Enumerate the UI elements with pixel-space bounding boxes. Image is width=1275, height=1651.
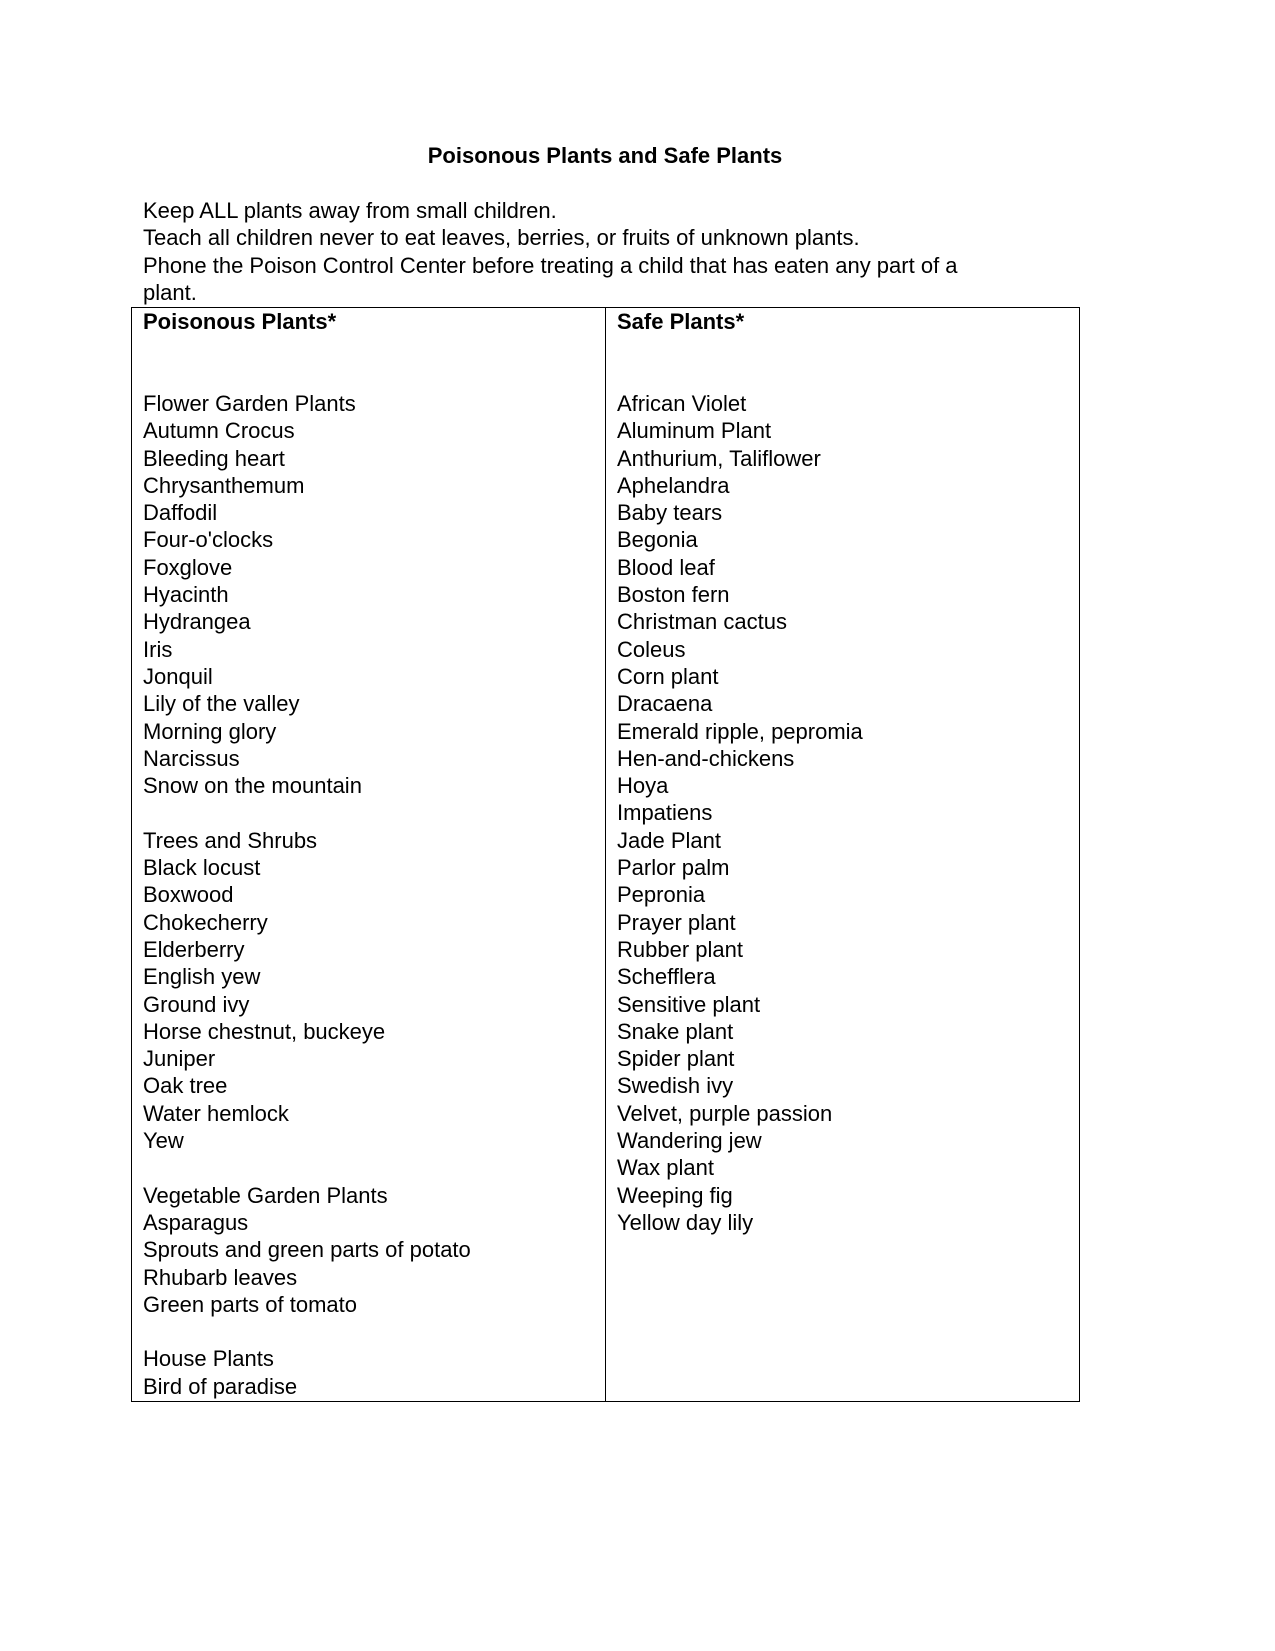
poisonous-plant-item: Snow on the mountain: [143, 773, 362, 799]
page-title: Poisonous Plants and Safe Plants: [427, 143, 783, 168]
safe-plant-item: Wandering jew: [617, 1128, 762, 1154]
safe-plant-item: Emerald ripple, pepromia: [617, 718, 863, 744]
poisonous-plant-item: Boxwood: [143, 882, 234, 908]
safe-plant-item: Velvet, purple passion: [617, 1100, 833, 1126]
poisonous-plant-item: Yew: [143, 1128, 184, 1154]
poisonous-plant-item: Asparagus: [143, 1209, 249, 1235]
poisonous-plant-item: Rhubarb leaves: [143, 1264, 298, 1290]
safe-plant-item: Rubber plant: [617, 936, 743, 962]
safe-plant-item: Jade Plant: [617, 827, 721, 853]
poisonous-plant-item: Jonquil: [143, 663, 213, 689]
poisonous-plant-item: English yew: [143, 964, 261, 990]
safe-plants-header: Safe Plants*: [617, 309, 745, 334]
poisonous-plant-item: Green parts of tomato: [143, 1291, 357, 1317]
group-heading: Flower Garden Plants: [143, 391, 356, 416]
poisonous-plants-column: [132, 308, 606, 1401]
safe-plant-item: Corn plant: [617, 663, 719, 689]
poisonous-plant-item: Black locust: [143, 855, 261, 881]
safe-plant-item: Spider plant: [617, 1046, 735, 1072]
poisonous-plant-item: Lily of the valley: [143, 691, 300, 717]
intro-line: Teach all children never to eat leaves, berries, or fruits of unknown plants.: [143, 225, 860, 251]
poisonous-plant-item: Chokecherry: [143, 909, 268, 935]
group-spacer: [143, 1318, 605, 1345]
poisonous-plant-item: Iris: [143, 636, 173, 662]
safe-plant-item: Coleus: [617, 636, 686, 662]
group-spacer: [143, 799, 605, 826]
safe-plant-item: Dracaena: [617, 691, 713, 717]
group-heading: House Plants: [143, 1346, 274, 1372]
safe-plant-item: Parlor palm: [617, 855, 730, 881]
poisonous-plant-item: Four-o'clocks: [143, 527, 274, 553]
safe-plant-item: Snake plant: [617, 1018, 734, 1044]
poisonous-plant-item: Elderberry: [143, 936, 245, 962]
poisonous-plant-item: Hydrangea: [143, 609, 251, 635]
safe-plant-item: Sensitive plant: [617, 991, 761, 1017]
poisonous-plant-item: Ground ivy: [143, 991, 250, 1017]
group-heading: Vegetable Garden Plants: [143, 1182, 388, 1208]
safe-plant-item: Swedish ivy: [617, 1073, 734, 1099]
poisonous-plant-item: Chrysanthemum: [143, 472, 305, 498]
safe-plant-item: Christman cactus: [617, 609, 787, 635]
safe-plant-item: Impatiens: [617, 800, 713, 826]
poisonous-plant-item: Horse chestnut, buckeye: [143, 1018, 386, 1044]
safe-plant-item: Baby tears: [617, 500, 723, 526]
poisonous-plant-item: Bird of paradise: [143, 1373, 298, 1399]
poisonous-plant-item: Bleeding heart: [143, 445, 285, 471]
poisonous-plant-item: Hyacinth: [143, 582, 229, 608]
poisonous-plant-item: Morning glory: [143, 718, 277, 744]
group-spacer: [143, 1154, 605, 1181]
safe-plant-item: Begonia: [617, 527, 698, 553]
safe-plant-item: Schefflera: [617, 964, 716, 990]
safe-plant-item: Boston fern: [617, 582, 730, 608]
safe-plant-item: Hen-and-chickens: [617, 745, 795, 771]
intro-line: Keep ALL plants away from small children.: [143, 198, 557, 223]
safe-plant-item: Aluminum Plant: [617, 418, 772, 444]
poisonous-plant-item: Autumn Crocus: [143, 418, 295, 444]
safe-plant-item: African Violet: [617, 391, 747, 416]
safe-plant-item: Wax plant: [617, 1155, 715, 1181]
poisonous-plant-item: Foxglove: [143, 554, 233, 580]
safe-plant-item: Aphelandra: [617, 472, 730, 498]
group-heading: Trees and Shrubs: [143, 827, 318, 853]
intro-line: Phone the Poison Control Center before treating a child that has eaten any part of a: [143, 252, 958, 278]
poisonous-plant-item: Narcissus: [143, 745, 240, 771]
intro-line: plant.: [143, 279, 197, 305]
poisonous-plant-item: Sprouts and green parts of potato: [143, 1237, 471, 1263]
safe-plant-item: Hoya: [617, 773, 669, 799]
poisonous-plant-item: Juniper: [143, 1046, 216, 1072]
safe-plant-item: Yellow day lily: [617, 1209, 754, 1235]
plants-table: [131, 307, 1080, 1402]
safe-plant-item: Weeping fig: [617, 1182, 733, 1208]
safe-plant-item: Blood leaf: [617, 554, 715, 580]
safe-plants-column: [606, 308, 1079, 1401]
safe-plant-item: Anthurium, Taliflower: [617, 445, 821, 471]
poisonous-plant-item: Oak tree: [143, 1073, 228, 1099]
safe-plant-item: Prayer plant: [617, 909, 736, 935]
poisonous-plant-item: Daffodil: [143, 500, 218, 526]
safe-plant-item: Pepronia: [617, 882, 706, 908]
poisonous-plants-header: Poisonous Plants*: [143, 309, 337, 334]
poisonous-plant-item: Water hemlock: [143, 1100, 289, 1126]
intro-text: [143, 197, 1083, 306]
